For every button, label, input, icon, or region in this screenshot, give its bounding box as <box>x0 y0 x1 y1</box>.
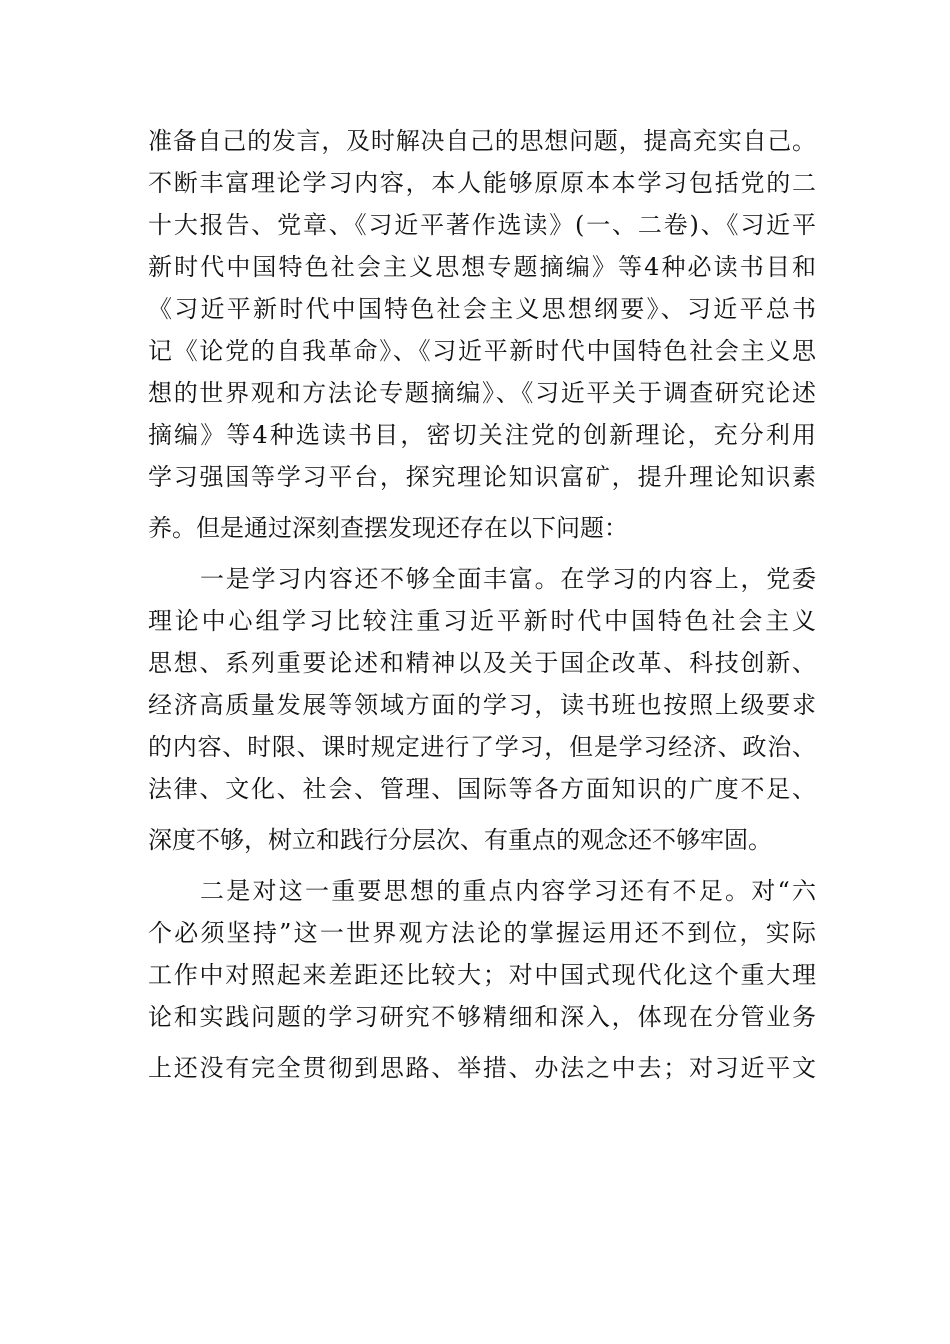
text-line: 学习强国等学习平台，探究理论知识富矿，提升理论知识素 <box>148 463 816 491</box>
text-line: 新时代中国特色社会主义思想专题摘编》等4种必读书目和 <box>148 253 816 281</box>
text-line: 不断丰富理论学习内容，本人能够原原本本学习包括党的二 <box>148 169 816 197</box>
text-line: 法律、文化、社会、管理、国际等各方面知识的广度不足、 <box>148 775 816 803</box>
document-body <box>148 120 816 1089</box>
text-line: 摘编》等4种选读书目，密切关注党的创新理论，充分利用 <box>148 421 816 449</box>
text-line: 经济高质量发展等领域方面的学习，读书班也按照上级要求 <box>148 691 816 719</box>
text-line: 思想、系列重要论述和精神以及关于国企改革、科技创新、 <box>148 649 816 677</box>
text-line: 记《论党的自我革命》、《习近平新时代中国特色社会主义思 <box>148 337 816 365</box>
text-line: 工作中对照起来差距还比较大；对中国式现代化这个重大理 <box>148 961 816 989</box>
text-line: 《习近平新时代中国特色社会主义思想纲要》、习近平总书 <box>148 295 816 323</box>
text-line: 养。但是通过深刻查摆发现还存在以下问题： <box>148 514 628 542</box>
paragraph-first-line: 一是学习内容还不够全面丰富。在学习的内容上，党委 <box>200 565 816 593</box>
text-line: 深度不够，树立和践行分层次、有重点的观念还不够牢固。 <box>148 826 772 854</box>
paragraph-first-line: 二是对这一重要思想的重点内容学习还有不足。对“六 <box>200 877 816 905</box>
text-line: 理论中心组学习比较注重习近平新时代中国特色社会主义 <box>148 607 816 635</box>
text-line: 准备自己的发言，及时解决自己的思想问题，提高充实自己。 <box>148 127 816 155</box>
text-line: 上还没有完全贯彻到思路、举措、办法之中去；对习近平文 <box>148 1054 816 1082</box>
text-line: 十大报告、党章、《习近平著作选读》(一、二卷)、《习近平 <box>148 211 816 239</box>
text-line: 论和实践问题的学习研究不够精细和深入，体现在分管业务 <box>148 1003 816 1031</box>
text-line: 个必须坚持”这一世界观方法论的掌握运用还不到位，实际 <box>148 919 816 947</box>
text-line: 的内容、时限、课时规定进行了学习，但是学习经济、政治、 <box>148 733 816 761</box>
text-line: 想的世界观和方法论专题摘编》、《习近平关于调查研究论述 <box>148 379 816 407</box>
